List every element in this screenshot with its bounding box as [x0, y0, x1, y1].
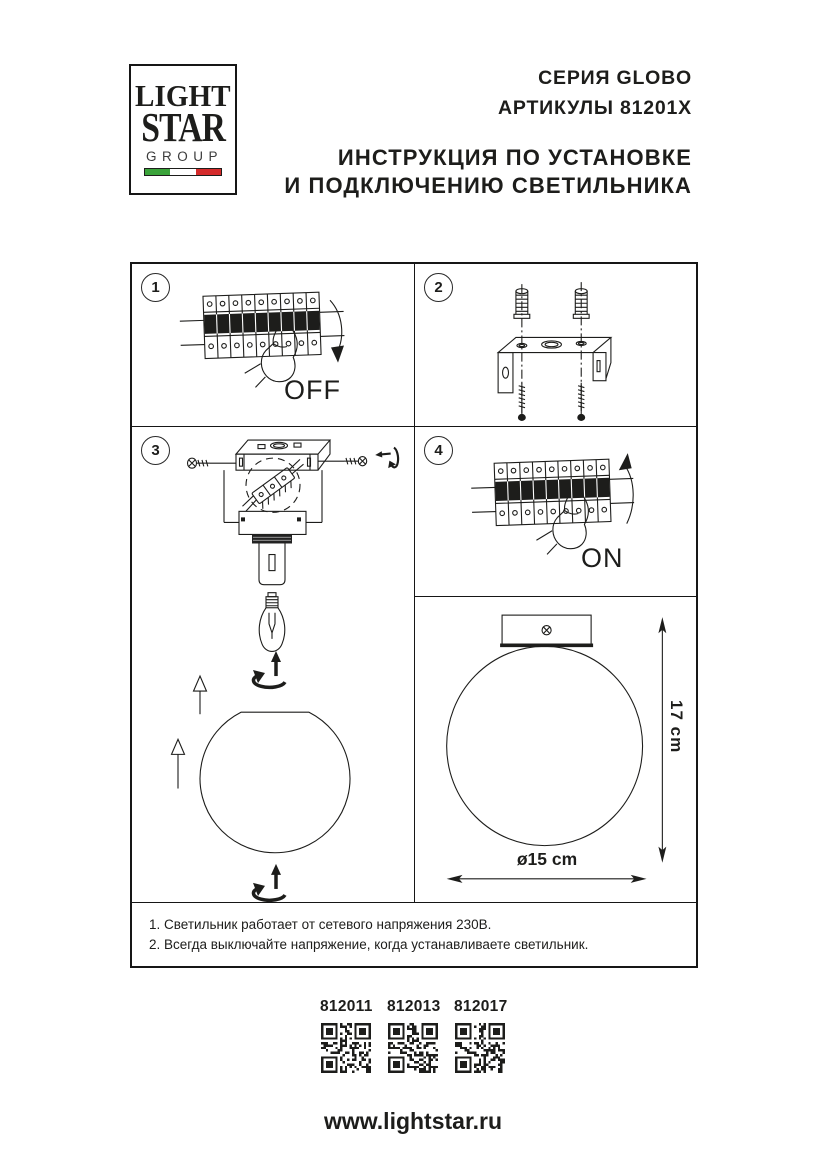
step-2-panel — [415, 264, 696, 427]
article-number: 812013 — [387, 998, 441, 1015]
qr-item — [320, 998, 372, 1073]
globe-outline — [447, 646, 643, 845]
fixture-assembly-illustration — [132, 427, 414, 902]
articles-title: АРТИКУЛЫ 81201X — [498, 97, 692, 119]
qr-code — [454, 1023, 506, 1073]
off-label: OFF — [284, 375, 341, 405]
diameter-dimension-arrow — [447, 875, 647, 883]
italian-flag-stripe — [144, 168, 222, 176]
flag-white-segment — [170, 169, 195, 175]
on-label: ON — [581, 543, 624, 573]
flag-red-segment — [196, 169, 221, 175]
wall-plug-icon — [573, 289, 589, 319]
bulb-icon — [259, 593, 285, 652]
step-1-number: 1 — [141, 273, 170, 302]
note-line-1: 1. Светильник работает от сетевого напряжения 230В. — [149, 917, 492, 932]
instruction-grid — [130, 262, 698, 968]
qr-item — [387, 998, 439, 1073]
flag-green-segment — [145, 169, 170, 175]
article-number: 812011 — [320, 998, 373, 1015]
title-line-1: ИНСТРУКЦИЯ ПО УСТАНОВКЕ — [337, 145, 692, 170]
logo-text-group: GROUP — [145, 149, 223, 164]
height-dimension-label: 17 cm — [667, 700, 686, 754]
breaker-on-illustration — [415, 427, 696, 596]
breaker-off-illustration — [132, 264, 414, 426]
rotate-arrow-icon — [375, 447, 399, 469]
rotate-arrow-icon — [253, 864, 285, 900]
step-2-number: 2 — [424, 273, 453, 302]
series-title: СЕРИЯ GLOBO — [538, 67, 692, 89]
globe-shade-icon — [200, 712, 350, 853]
website-url: www.lightstar.ru — [323, 1108, 503, 1134]
rotate-arrow-icon — [253, 651, 285, 687]
page-title — [284, 144, 692, 200]
screw-icon — [577, 383, 585, 421]
screw-icon — [188, 458, 237, 468]
diameter-dimension-label: ø15 cm — [516, 849, 578, 869]
logo-text-star: STAR — [141, 104, 225, 150]
arrow-up-icon — [194, 676, 207, 714]
screw-icon — [518, 383, 526, 421]
step-3-number: 3 — [141, 436, 170, 465]
arrow-down-icon — [330, 300, 342, 352]
qr-code — [320, 1023, 372, 1073]
dimensions-panel — [415, 597, 696, 902]
logo-text-light: LIGHT — [135, 78, 231, 113]
screw-head-icon — [542, 626, 551, 635]
step-3-panel — [132, 427, 415, 902]
header-series-block — [498, 63, 692, 123]
step-4-number: 4 — [424, 436, 453, 465]
step-1-panel — [132, 264, 415, 427]
bracket-mounting-illustration — [415, 264, 696, 426]
note-line-2: 2. Всегда выключайте напряжение, когда устанавливаете светильник. — [149, 937, 589, 952]
screw-icon — [318, 457, 367, 466]
arrow-up-icon — [172, 739, 185, 788]
notes-panel — [132, 902, 696, 966]
lightstar-logo — [129, 64, 237, 195]
title-line-2: И ПОДКЛЮЧЕНИЮ СВЕТИЛЬНИКА — [284, 173, 692, 198]
arrow-up-icon — [625, 465, 633, 523]
qr-code-row — [0, 998, 826, 1073]
qr-item — [454, 998, 506, 1073]
step-4-panel — [415, 427, 696, 597]
article-number: 812017 — [454, 998, 508, 1015]
qr-code — [387, 1023, 439, 1073]
